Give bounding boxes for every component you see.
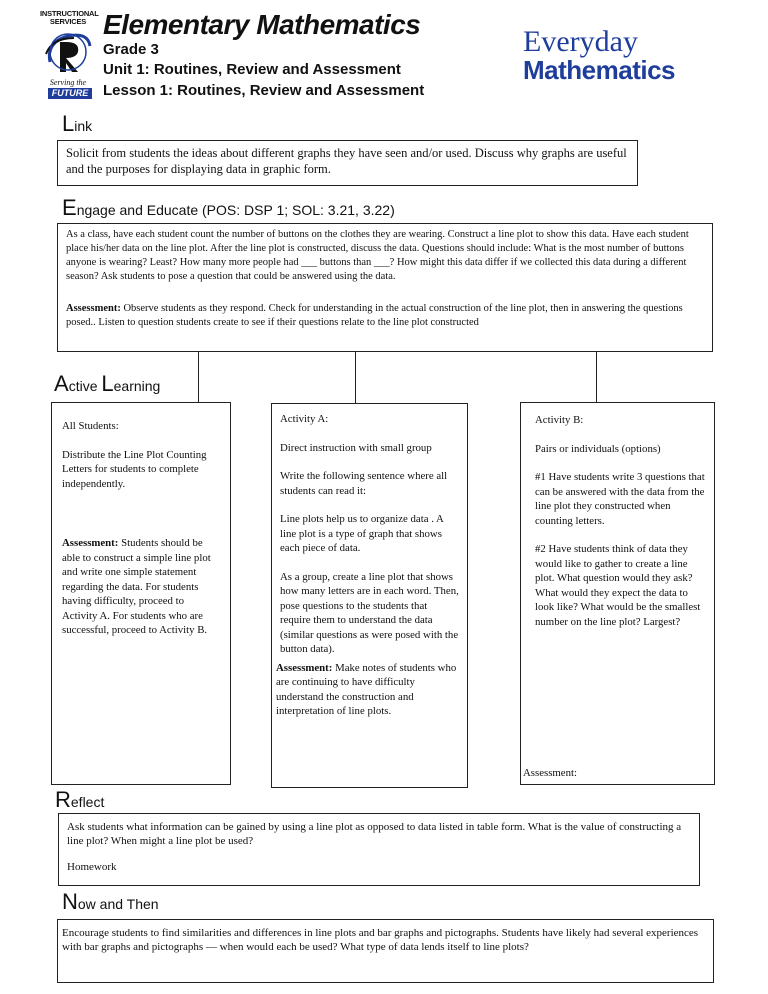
activity-a-box bbox=[271, 403, 468, 788]
activity-a-assessment-text: Make notes of students who are continuing to have difficulty understand the construction and interpretation of line plots. bbox=[276, 661, 457, 717]
section-heading-reflect bbox=[55, 787, 105, 812]
section-heading-active-learning bbox=[54, 371, 161, 396]
section-heading-engage bbox=[62, 195, 395, 220]
connector-line-right bbox=[596, 352, 597, 402]
activity-a-heading: Activity A: bbox=[280, 413, 329, 425]
now-then-rest: ow and Then bbox=[77, 896, 159, 912]
connector-line-middle bbox=[355, 352, 356, 403]
link-cap: L bbox=[62, 111, 75, 136]
logo-top-text: INSTRUCTIONAL SERVICES bbox=[40, 9, 99, 26]
unit-label: Unit 1: Routines, Review and Assessment bbox=[103, 61, 401, 78]
active-rest1: ctive bbox=[68, 378, 102, 394]
activity-a-assessment-label: Assessment: bbox=[276, 661, 333, 674]
activity-b-para3: #2 Have students think of data they would like to gather to create a line plot. What question would they ask? What would they expect the data to look like? What would be the smallest number on the line plot? Largest? bbox=[535, 543, 701, 628]
now-then-text: Encourage students to find similarities and differences in line plots and bar graphs and pictographs. Students have likely had several experiences with bar graphs and pictographs — when would each be used? What type of data lends itself to line plots? bbox=[62, 927, 699, 953]
activity-a-para2: Write the following sentence where all students can read it: bbox=[280, 470, 448, 497]
grade-label: Grade 3 bbox=[103, 41, 159, 58]
all-students-assessment-label: Assessment: bbox=[62, 537, 119, 549]
reflect-box bbox=[58, 813, 700, 886]
now-then-box bbox=[57, 919, 714, 983]
activity-b-box bbox=[520, 402, 715, 785]
instructional-services-logo bbox=[40, 9, 99, 98]
link-rest: ink bbox=[74, 118, 93, 134]
activity-a-para4: As a group, create a line plot that shows how many letters are in each word. Then, pose questions to the students that require them to understand the data (similar questions as were posed with the button data). bbox=[280, 570, 459, 655]
activity-a-assessment bbox=[276, 661, 459, 719]
reflect-cap: R bbox=[55, 787, 71, 812]
engage-rest: ngage and Educate (POS: DSP 1; SOL: 3.21, 3.22) bbox=[76, 202, 395, 218]
section-heading-now-and-then bbox=[62, 889, 159, 914]
activity-b-assessment-label: Assessment: bbox=[523, 766, 577, 779]
active-cap2: L bbox=[101, 371, 114, 396]
all-students-para1: Distribute the Line Plot Counting Letters for students to complete independently. bbox=[62, 448, 207, 490]
homework-label: Homework bbox=[67, 861, 117, 873]
engage-cap: E bbox=[62, 195, 77, 220]
brand-mathematics: Mathematics bbox=[523, 55, 675, 85]
brand-everyday: Everyday bbox=[523, 25, 638, 58]
activity-b-para2: #1 Have students write 3 questions that can be answered with the data from the line plot they constructed when counting letters. bbox=[535, 471, 705, 527]
logo-future-text: FUTURE bbox=[48, 88, 92, 99]
activity-b-heading: Activity B: bbox=[535, 414, 584, 426]
activity-a-para1: Direct instruction with small group bbox=[280, 441, 432, 454]
all-students-box bbox=[51, 402, 231, 785]
engage-assessment-text: Observe students as they respond. Check for understanding in the actual construction of the line plot, then in answering the questions posed.. Listen to question students create to see if their questions relate to the line plot constructed bbox=[66, 303, 683, 328]
engage-box bbox=[57, 223, 713, 352]
reflect-rest: eflect bbox=[70, 794, 105, 810]
link-text: Solicit from students the ideas about different graphs they have seen and/or used. Discuss why graphs are useful and the purposes for displaying data in graphic form. bbox=[66, 146, 627, 176]
page-title: Elementary Mathematics bbox=[103, 9, 421, 40]
engage-assessment-label: Assessment: bbox=[66, 303, 121, 314]
engage-assessment bbox=[66, 302, 704, 330]
all-students-assessment-text: Students should be able to construct a simple line plot and write one simple statement regarding the data. For students having difficulty, proceed to Activity A. For students who are successful, proceed to Activity B. bbox=[62, 537, 211, 636]
all-students-heading: All Students: bbox=[62, 420, 119, 432]
active-cap1: A bbox=[54, 371, 69, 396]
activity-a-para3: Line plots help us to organize data . A line plot is a type of graph that shows each piece of data. bbox=[280, 513, 444, 554]
lesson-label: Lesson 1: Routines, Review and Assessment bbox=[103, 82, 425, 99]
section-heading-link bbox=[62, 111, 93, 136]
engage-text: As a class, have each student count the number of buttons on the clothes they are wearing. Construct a line plot to show this data. Have each student place his/her data on the line plot. After the line plot is constructed, discuss the data. Questions should include: What is the most number of buttons anyone is wearing? Least? How many more people had ___ buttons than ___? How might this data differ if we collected this data during a different season? Ask students to pose a question that could be answered using the data. bbox=[66, 229, 689, 282]
connector-line-left bbox=[198, 352, 199, 402]
logo-serving-text: Serving the bbox=[49, 78, 87, 87]
active-rest2: earning bbox=[113, 378, 161, 394]
now-then-cap: N bbox=[62, 889, 78, 914]
link-box bbox=[57, 140, 638, 186]
all-students-assessment bbox=[62, 536, 220, 638]
activity-b-para1: Pairs or individuals (options) bbox=[535, 442, 661, 455]
logo-mark-icon bbox=[44, 28, 92, 78]
reflect-text: Ask students what information can be gained by using a line plot as opposed to data listed in table form. What is the value of constructing a line plot? When might a line plot be used? bbox=[67, 821, 682, 847]
